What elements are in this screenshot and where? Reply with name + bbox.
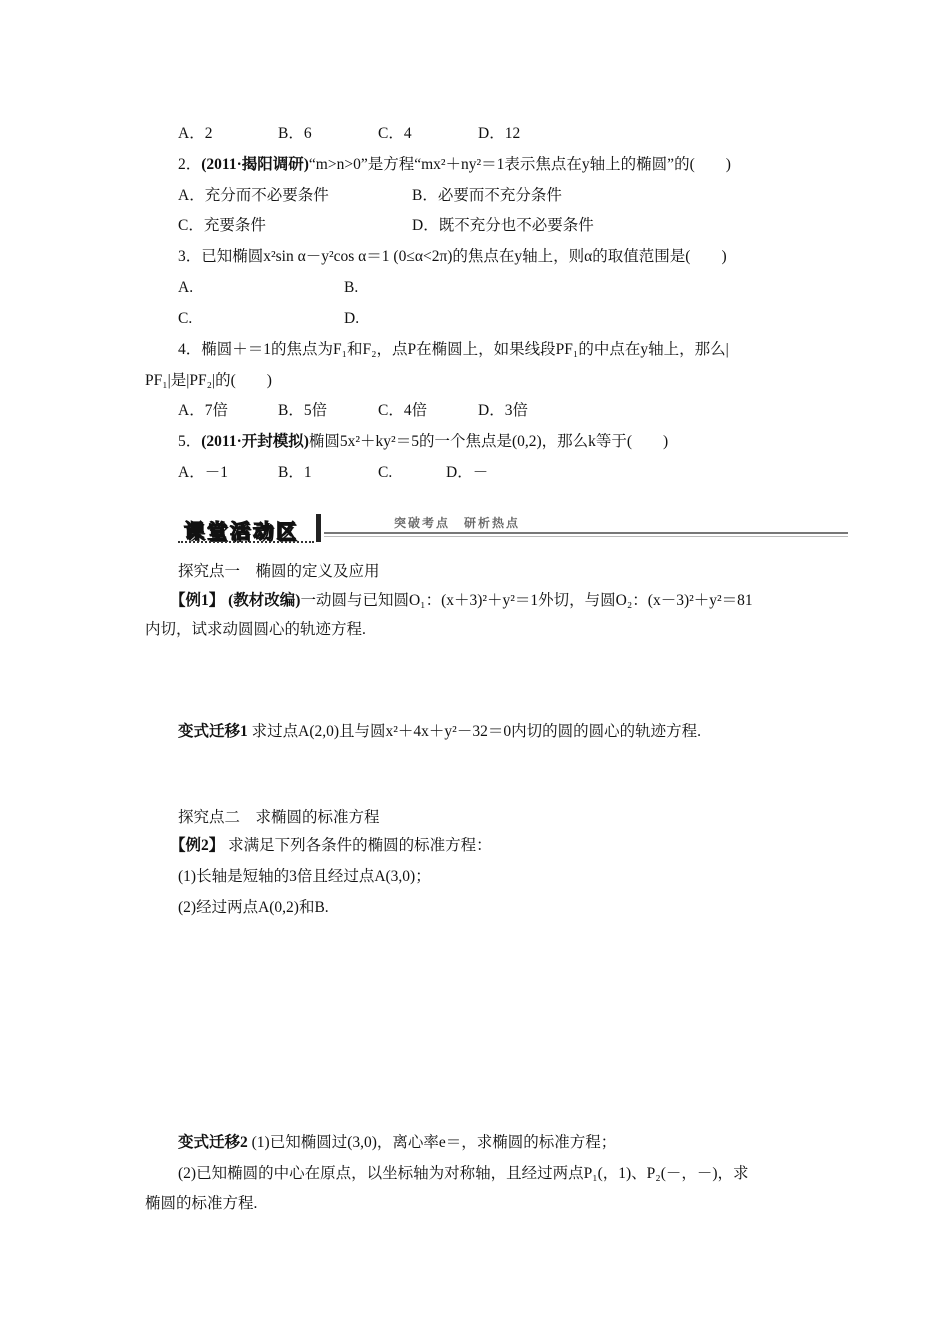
banner-subtitle: 突破考点 研析热点 — [394, 516, 521, 530]
q1-options — [178, 124, 520, 144]
q2-options-row1 — [178, 186, 562, 206]
banner-title: 课堂活动区 — [184, 519, 299, 543]
s2-heading: 探究点二 求椭圆的标准方程 — [178, 809, 380, 826]
q2-stem — [178, 155, 731, 175]
q4-option-c: C．4倍 — [378, 402, 428, 419]
q4-stem-line1: 4．椭圆＋＝1的焦点为F₁和F₂，点P在椭圆上，如果线段PF₁的中点在y轴上，那么| — [178, 341, 729, 358]
q3-option-b: B. — [344, 279, 359, 296]
s2-variant-line1 — [178, 1133, 616, 1153]
s1-example-text: 一动圆与已知圆O₁：(x＋3)²＋y²＝1外切，与圆O₂：(x－3)²＋y²＝81 — [300, 592, 753, 609]
s2-part1: (1)长轴是短轴的3倍且经过点A(3,0)； — [178, 868, 431, 885]
banner-rule — [324, 532, 848, 534]
q5-text: 椭圆5x²＋ky²＝5的一个焦点是(0,2)，那么k等于( ) — [308, 433, 669, 450]
banner-dotted-underline — [178, 541, 314, 543]
s2-variant-label: 变式迁移2 — [178, 1134, 248, 1151]
q2-text: “m>n>0”是方程“mx²＋ny²＝1表示焦点在y轴上的椭圆”的( ) — [308, 156, 731, 173]
s2-variant-text1: (1)已知椭圆过(3,0)，离心率e＝，求椭圆的标准方程； — [251, 1134, 617, 1151]
q2-number: 2． — [178, 156, 202, 173]
q5-source: (2011·开封模拟) — [201, 433, 309, 450]
q2-option-b: B．必要而不充分条件 — [412, 187, 562, 204]
q4-stem-line2: PF₁|是|PF₂|的( ) — [145, 372, 272, 389]
q4-options — [178, 401, 528, 421]
section-banner — [178, 512, 848, 548]
q5-option-d: D．－ — [446, 464, 489, 481]
s1-example-label: 【例1】 — [170, 592, 225, 609]
q3-options-row1 — [178, 278, 358, 298]
q5-options — [178, 463, 488, 483]
s2-variant-line2: (2)已知椭圆的中心在原点，以坐标轴为对称轴，且经过两点P₁(，1)、P₂(－，－)，求 — [178, 1165, 749, 1182]
s2-variant-line3: 椭圆的标准方程. — [145, 1195, 258, 1212]
q2-source: (2011·揭阳调研) — [201, 156, 309, 173]
s2-example-label: 【例2】 — [170, 837, 225, 854]
s2-example-text: 求满足下列各条件的椭圆的标准方程： — [228, 837, 492, 854]
q3-option-a: A. — [178, 279, 194, 296]
banner-divider-bar — [316, 514, 321, 542]
q2-option-a: A．充分而不必要条件 — [178, 187, 329, 204]
s1-example-line2: 内切，试求动圆圆心的轨迹方程. — [145, 621, 366, 638]
s1-heading: 探究点一 椭圆的定义及应用 — [178, 563, 380, 580]
banner-rule-thin — [324, 536, 848, 537]
q3-options-row2 — [178, 309, 359, 329]
s2-example — [170, 836, 492, 856]
s1-example-line1 — [170, 591, 753, 611]
s1-variant — [178, 722, 701, 742]
q1-option-a: A．2 — [178, 125, 213, 142]
q1-option-d: D．12 — [478, 125, 521, 142]
q3-stem: 3．已知椭圆x²sin α－y²cos α＝1 (0≤α<2π)的焦点在y轴上，则α的取值范围是( ) — [178, 248, 727, 265]
q2-option-d: D．既不充分也不必要条件 — [412, 217, 594, 234]
q4-option-b: B．5倍 — [278, 402, 328, 419]
q2-option-c: C．充要条件 — [178, 217, 266, 234]
q3-option-d: D. — [344, 310, 360, 327]
q4-option-a: A．7倍 — [178, 402, 228, 419]
q2-options-row2 — [178, 216, 594, 236]
q1-option-c: C．4 — [378, 125, 412, 142]
s2-part2: (2)经过两点A(0,2)和B. — [178, 899, 329, 916]
q5-option-a: A．－1 — [178, 464, 228, 481]
q1-option-b: B．6 — [278, 125, 312, 142]
q5-option-b: B．1 — [278, 464, 312, 481]
s1-variant-label: 变式迁移1 — [178, 723, 248, 740]
q4-option-d: D．3倍 — [478, 402, 528, 419]
q5-stem — [178, 432, 668, 452]
s1-example-source: (教材改编) — [228, 592, 301, 609]
q3-option-c: C. — [178, 310, 193, 327]
q5-option-c: C. — [378, 464, 393, 481]
s1-variant-text: 求过点A(2,0)且与圆x²＋4x＋y²－32＝0内切的圆的圆心的轨迹方程. — [251, 723, 701, 740]
q5-number: 5． — [178, 433, 202, 450]
